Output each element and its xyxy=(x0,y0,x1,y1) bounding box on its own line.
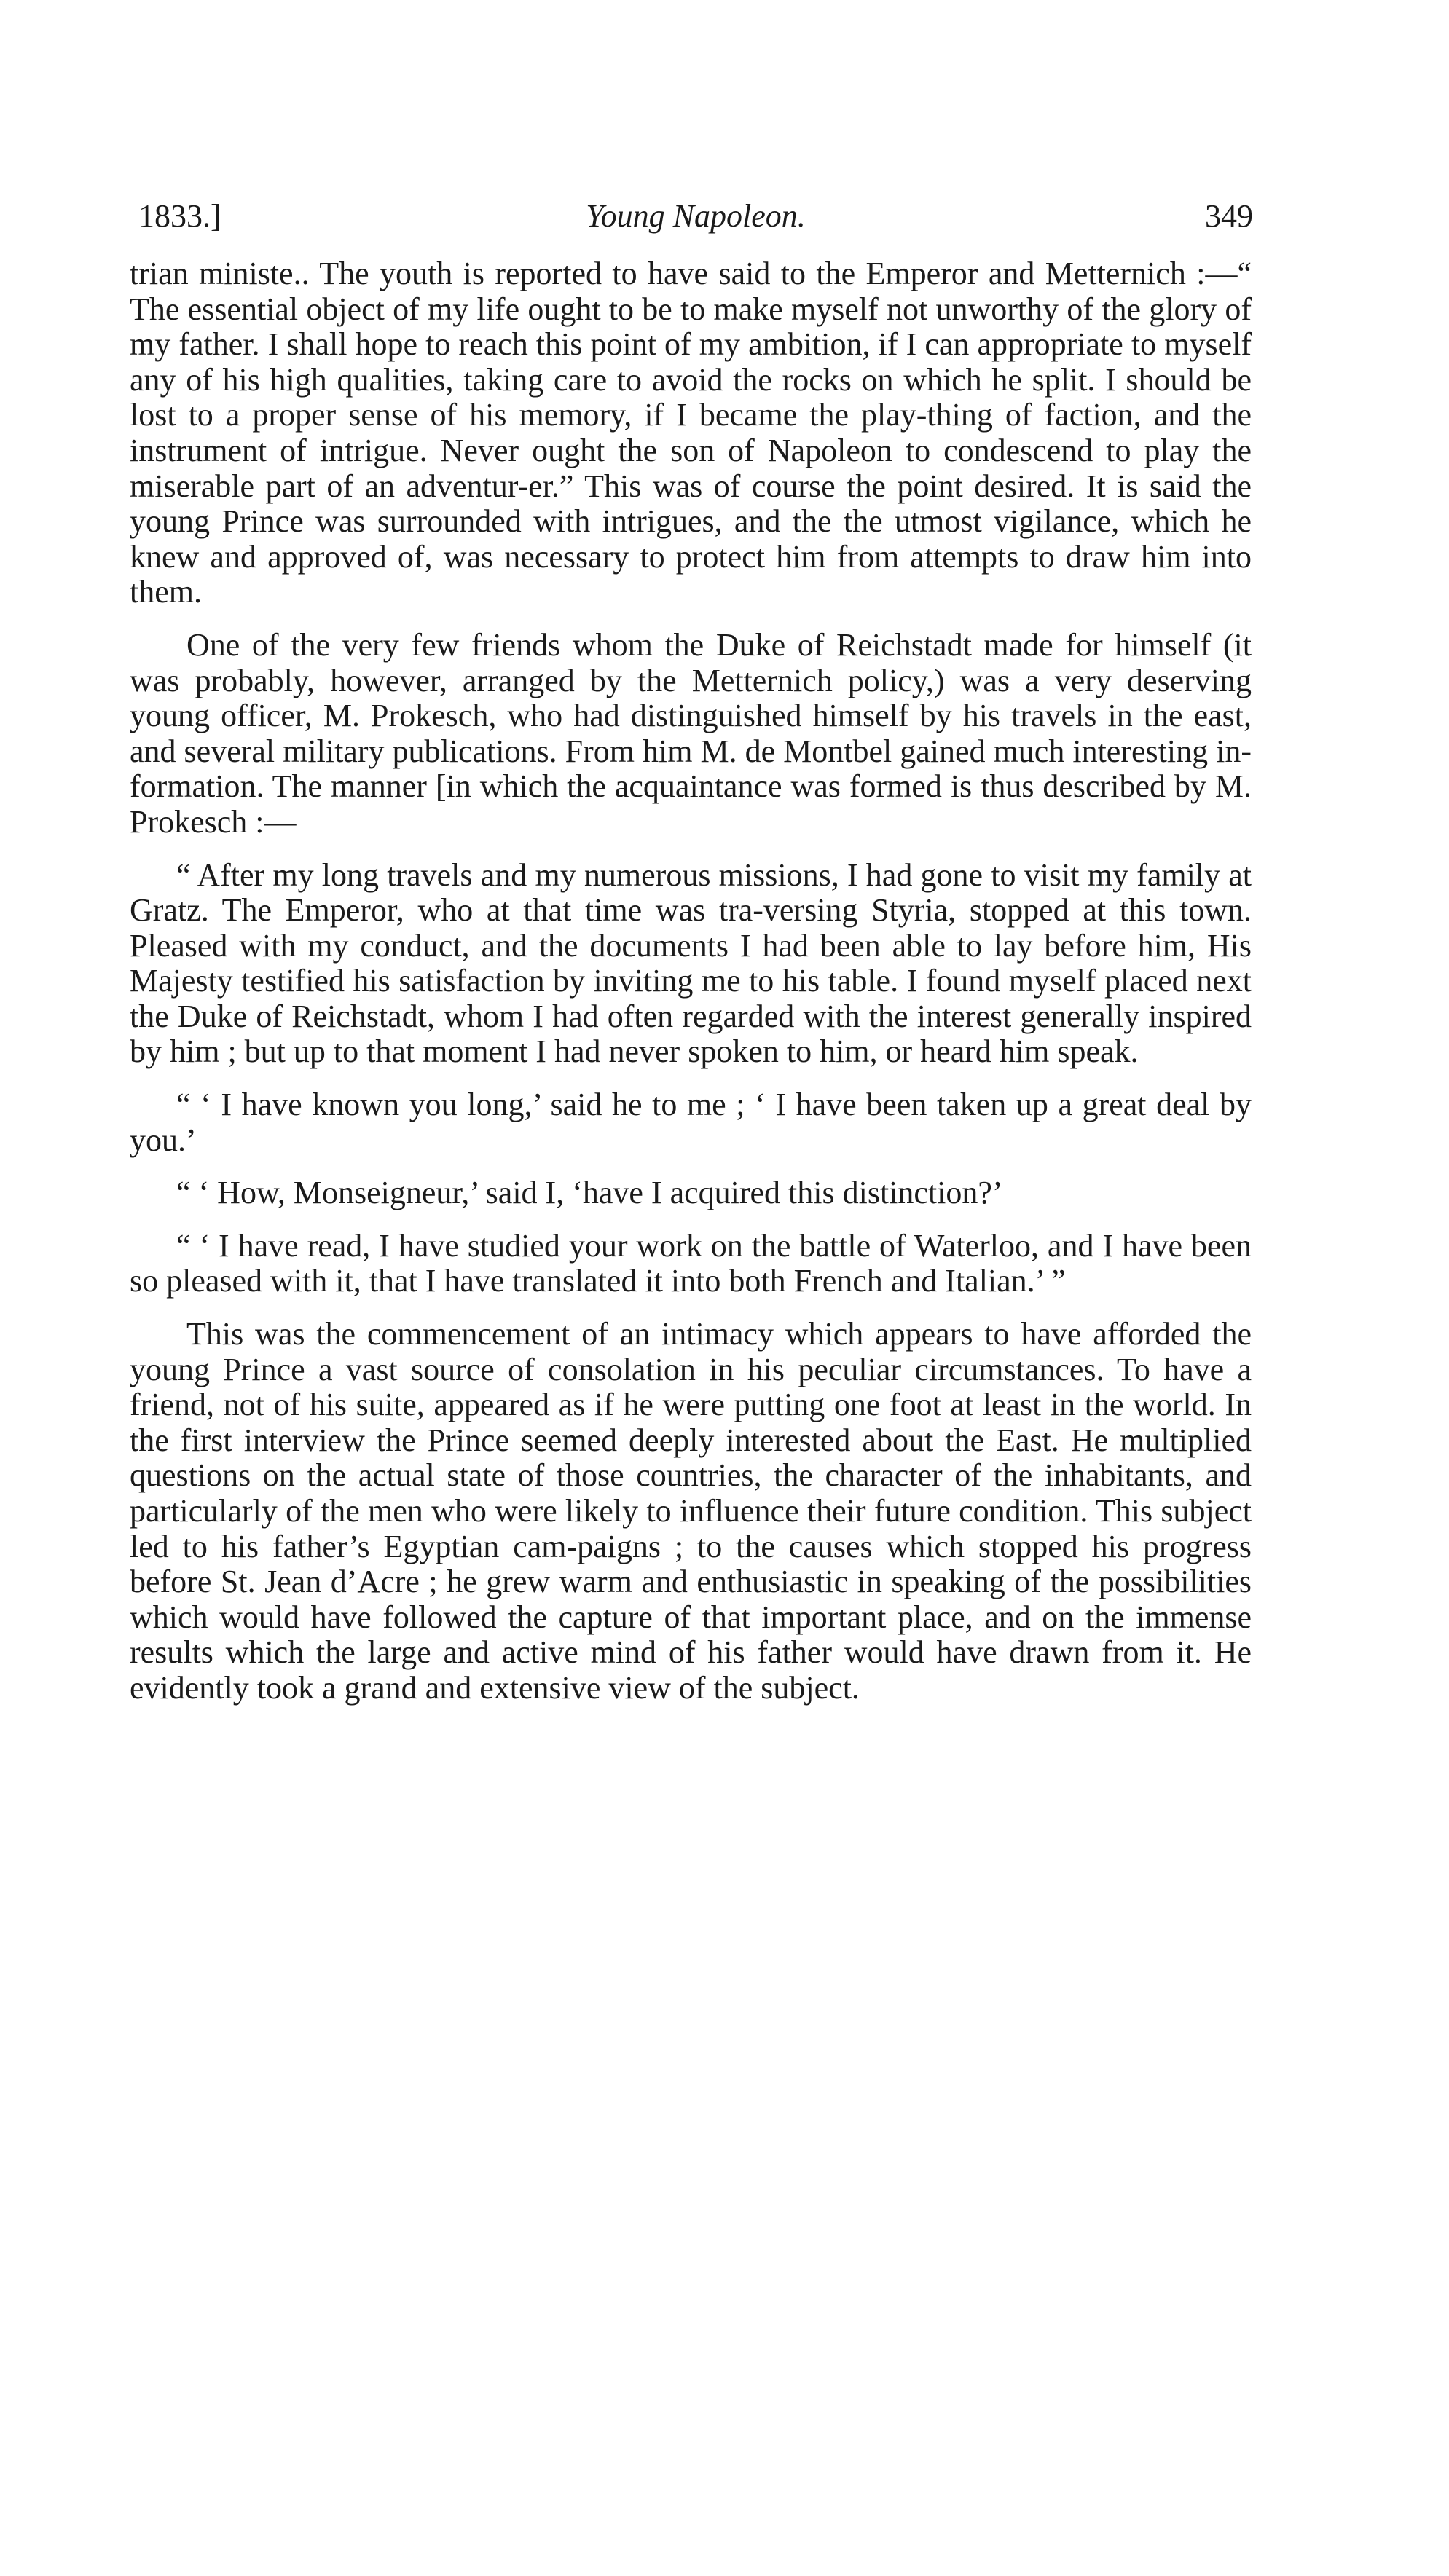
paragraph-prokesch-intro: One of the very few friends whom the Duke of Reichstadt made for himself (it was probably, however, arranged by the Metternich policy,) was a very deserving young officer, M. Prokesch, who had distinguished himself by his travels in the east, and several military publications. From him M. de Montbel gained much interesting in-formation. The manner [in which the acquaintance was formed is thus described by M. Prokesch :— xyxy=(130,626,1252,840)
quote-prokesch-reply: “ ‘ How, Monseigneur,’ said I, ‘have I acquired this distinction?’ xyxy=(176,1175,1003,1211)
header-title: Young Napoleon. xyxy=(586,198,806,234)
paragraph-continuation: trian ministe.. The youth is reported to have said to the Emperor and Metternich :—“ The essential object of my life ought to be to make myself not unworthy of the glory of my father. I shall hope to reach this point of my ambition, if I can appropriate to myself any of his high qualities, taking care to avoid the rocks on which he split. I should be lost to a proper sense of his memory, if I became the play-thing of faction, and the instrument of intrigue. Never ought the son of Napoleon to condescend to play the miserable part of an adventur-er.” This was of course the point desired. It is said the young Prince was surrounded with intrigues, and the the utmost vigilance, which he knew and approved of, was necessary to protect him from attempts to draw him into them. xyxy=(130,256,1252,610)
quote-prokesch-account: “ After my long travels and my numerous missions, I had gone to visit my family at Gratz. The Emperor, who at that time was tra-versing Styria, stopped at this town. Pleased with my conduct, and the documents I had been able to lay before him, His Majesty testified his satisfaction by inviting me to his table. I found myself placed next the Duke of Reichstadt, whom I had often regarded with the interest generally inspired by him ; but up to that moment I had never spoken to him, or heard him speak. xyxy=(130,856,1252,1070)
header-year: 1833.] xyxy=(138,198,221,234)
running-head xyxy=(138,191,1253,242)
quote-duke-known-you: “ ‘ I have known you long,’ said he to me ; ‘ I have been taken up a great deal by you.’ xyxy=(130,1087,1252,1158)
page-number: 349 xyxy=(1205,198,1253,234)
quote-duke-waterloo: “ ‘ I have read, I have studied your work on the battle of Waterloo, and I have been so pleased with it, that I have translated it into both French and Italian.’ ” xyxy=(130,1227,1252,1299)
body-text xyxy=(130,256,1252,1724)
paragraph-intimacy: This was the commencement of an intimacy which appears to have afforded the young Prince a vast source of consolation in his peculiar circumstances. To have a friend, not of his suite, appeared as if he were putting one foot at least in the world. In the first interview the Prince seemed deeply interested about the East. He multiplied questions on the actual state of those countries, the character of the inhabitants, and particularly of the men who were likely to influence their future condition. This subject led to his father’s Egyptian cam-paigns ; to the causes which stopped his progress before St. Jean d’Acre ; he grew warm and enthusiastic in speaking of the possibilities which would have followed the capture of that important place, and on the immense results which the large and active mind of his father would have drawn from it. He evidently took a grand and extensive view of the subject. xyxy=(130,1316,1252,1706)
